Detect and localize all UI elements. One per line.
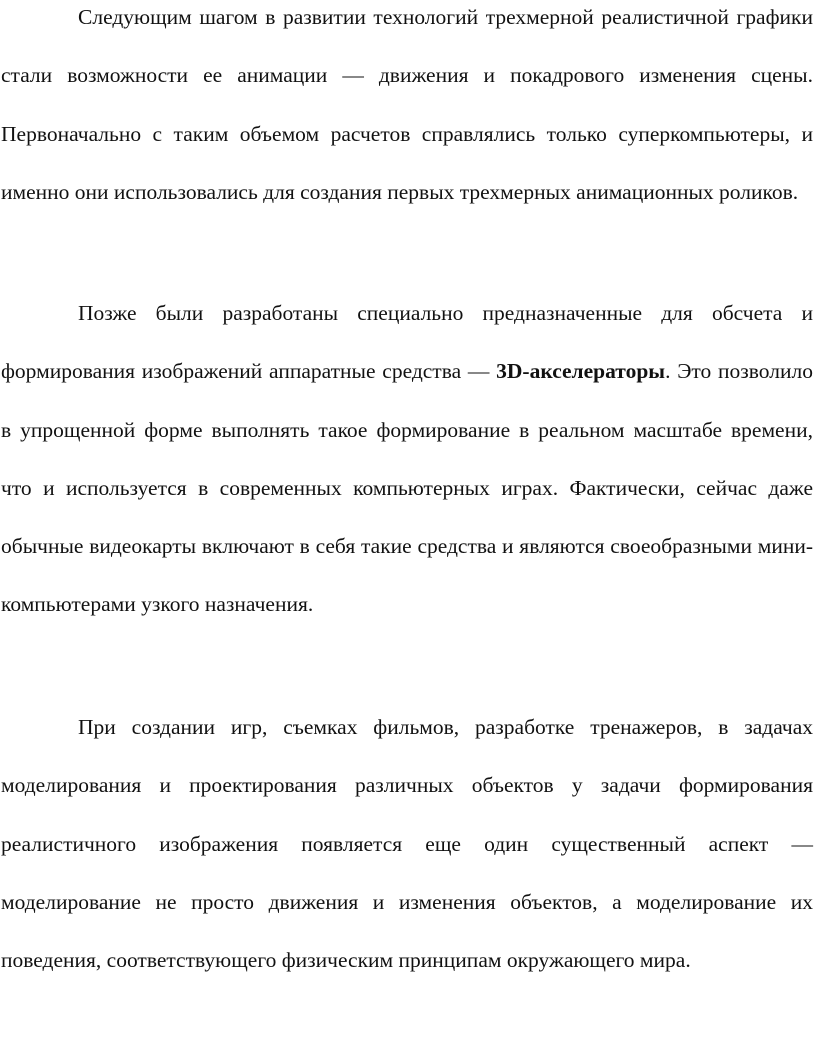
paragraph-2-bold-term: 3D-акселераторы [496,359,666,384]
paragraph-2-text-before: Позже были разработаны специально предназначенные для обсчета и формирования изображений аппаратные средства — [1,301,813,384]
paragraph-3-text: При создании игр, съемках фильмов, разработке тренажеров, в задачах моделирования и проектирования различных объектов у задачи формирования реалистичного изображения появляется еще один существенный аспект — моделирование не просто движения и изменения объектов, а моделирование их поведения, соответствующего физическим принципам окружающего мира. [1,715,813,973]
paragraph-2 [1,284,813,634]
paragraph-1-text: Следующим шагом в развитии технологий трехмерной реалистичной графики стали возможности ее анимации — движения и покадрового изменения сцены. Первоначально с таким объемом расчетов справлялись только суперкомпьютеры, и именно они использовались для создания первых трехмерных анимационных роликов. [1,5,813,204]
paragraph-3 [1,698,813,989]
paragraph-2-text-after: . Это позволило в упрощенной форме выполнять такое формирование в реальном масштабе времени, что и используется в современных компьютерных играх. Фактически, сейчас даже обычные видеокарты включают в себя такие средства и являются своеобразными мини-компьютерами узкого назначения. [1,359,813,617]
paragraph-1 [1,0,813,221]
